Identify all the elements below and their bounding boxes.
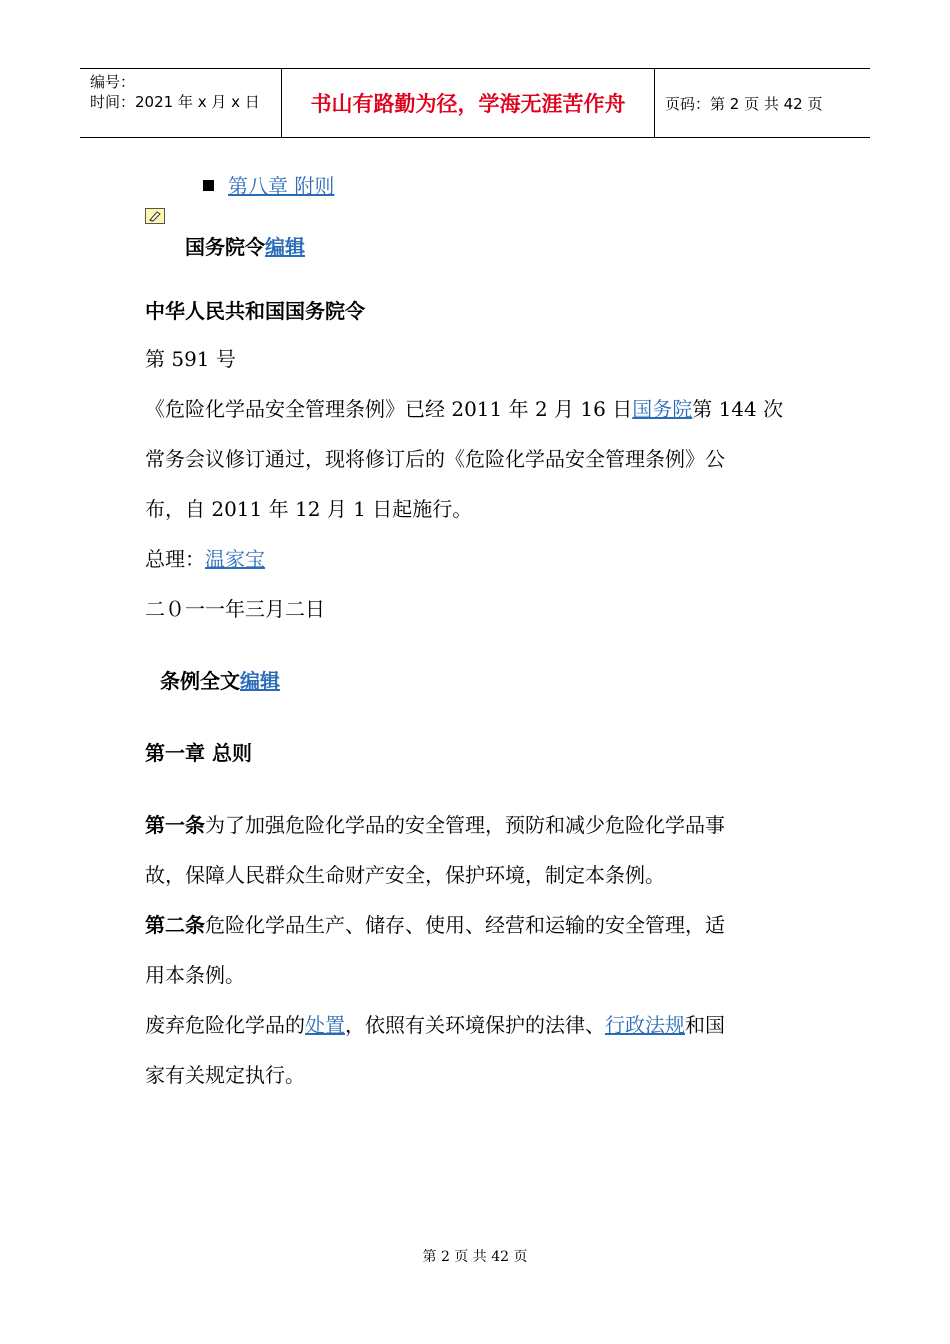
toc-link-chapter8[interactable]: 第八章 附则: [228, 174, 335, 198]
article-text: ，依照有关环境保护的法律、: [345, 1013, 605, 1037]
page-header: [80, 68, 870, 138]
paragraph-line: [145, 393, 783, 422]
section-title-full-text: [160, 665, 280, 694]
article-line: [145, 1009, 725, 1038]
disposal-link[interactable]: 处置: [305, 1013, 345, 1037]
page-footer: 第 2 页 共 42 页: [422, 1249, 528, 1265]
premier-label: 总理：: [145, 547, 205, 571]
header-meta: [80, 69, 282, 137]
premier-name-link[interactable]: 温家宝: [205, 547, 265, 571]
edit-link[interactable]: 编辑: [265, 235, 305, 259]
article-text: 为了加强危险化学品的安全管理，预防和减少危险化学品事: [205, 813, 725, 837]
order-issuer: 中华人民共和国国务院令: [145, 299, 365, 323]
paragraph-text: 第 144 次: [692, 397, 784, 421]
header-page-cell: [655, 69, 870, 137]
order-date: 二０一一年三月二日: [145, 597, 325, 621]
article-text: 和国: [685, 1013, 725, 1037]
article-line: [145, 909, 725, 938]
header-motto-cell: [282, 69, 655, 137]
article-line: 故，保障人民群众生命财产安全，保护环境，制定本条例。: [145, 863, 665, 887]
section-title-state-council-order: [185, 231, 305, 260]
edit-link[interactable]: 编辑: [240, 669, 280, 693]
administrative-regulations-link[interactable]: 行政法规: [605, 1013, 685, 1037]
edit-pencil-icon[interactable]: [145, 208, 165, 224]
article-line: 家有关规定执行。: [145, 1063, 305, 1087]
article-text: 危险化学品生产、储存、使用、经营和运输的安全管理，适: [205, 913, 725, 937]
header-page-info: 页码：第 2 页 共 42 页: [665, 94, 823, 113]
paragraph-text: 《危险化学品安全管理条例》已经 2011 年 2 月 16 日: [145, 397, 633, 421]
state-council-link[interactable]: 国务院: [632, 397, 693, 421]
article-label: 第一条: [145, 813, 205, 837]
section-title-text: 条例全文: [160, 669, 240, 693]
header-motto: 书山有路勤为径，学海无涯苦作舟: [310, 92, 626, 116]
article-text: 废弃危险化学品的: [145, 1013, 305, 1037]
header-time: 时间：2021 年 x 月 x 日: [90, 93, 260, 111]
bullet-square-icon: [203, 180, 214, 191]
premier-line: [145, 543, 265, 572]
paragraph-line: 布，自 2011 年 12 月 1 日起施行。: [145, 497, 473, 521]
paragraph-line: 常务会议修订通过，现将修订后的《危险化学品安全管理条例》公: [145, 447, 725, 471]
article-label: 第二条: [145, 913, 205, 937]
toc-item: [203, 170, 334, 199]
article-line: 用本条例。: [145, 963, 245, 987]
order-number: 第 591 号: [145, 347, 236, 371]
header-number: 编号：: [90, 73, 136, 91]
chapter-title: 第一章 总则: [145, 741, 252, 765]
section-title-text: 国务院令: [185, 235, 265, 259]
article-line: [145, 809, 725, 838]
